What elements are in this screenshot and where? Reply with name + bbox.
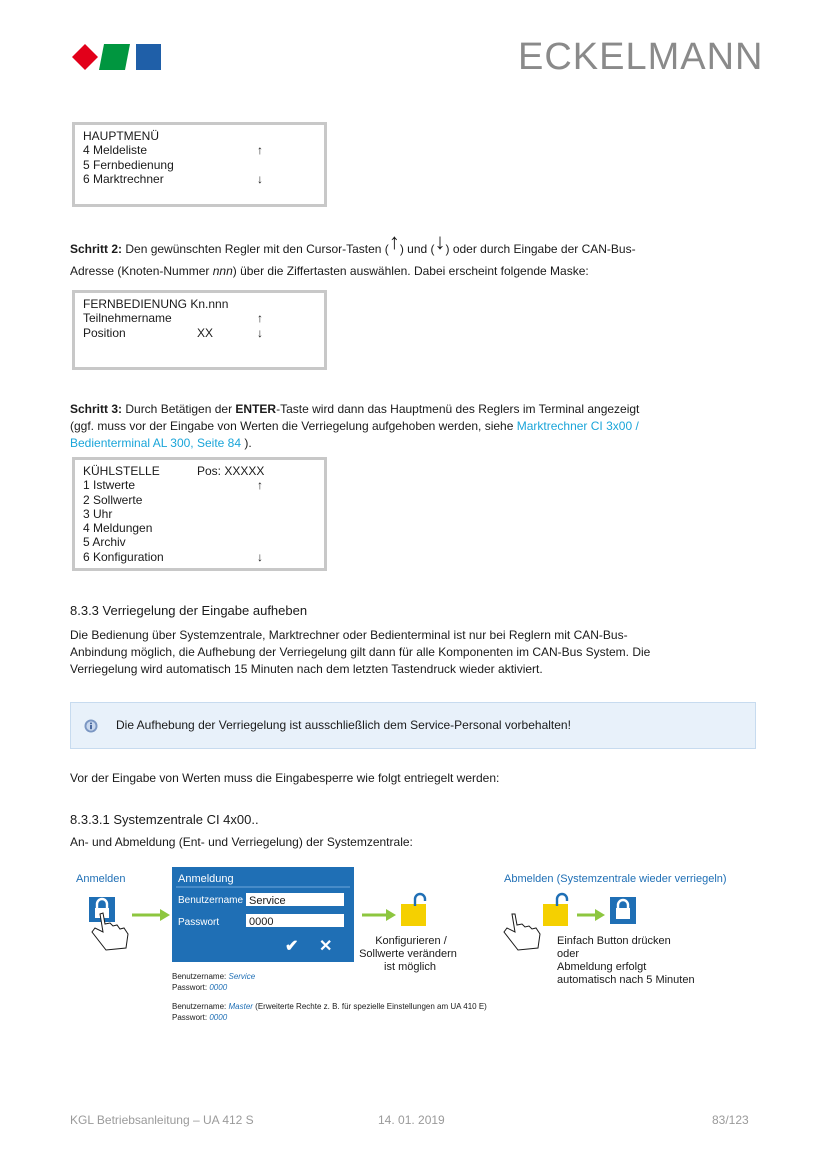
link-marktrechner[interactable]: Marktrechner CI 3x00 /	[516, 419, 639, 433]
username-label: Benutzername	[178, 895, 244, 906]
step2-text: ) oder durch Eingabe der CAN-Bus-	[445, 242, 636, 256]
info-icon	[84, 719, 98, 733]
paragraph-line: Verriegelung wird automatisch 15 Minuten nach dem letzten Tastendruck wieder aktiviert.	[70, 662, 543, 676]
section-heading: 8.3.3 Verriegelung der Eingabe aufheben	[70, 603, 308, 618]
footer-doc-title: KGL Betriebsanleitung – UA 412 S	[70, 1113, 254, 1127]
password-label: Passwort	[178, 917, 220, 928]
abmelden-line: automatisch nach 5 Minuten	[557, 974, 695, 986]
display-line: 2 Sollwerte	[83, 492, 143, 507]
display-line: Position	[83, 325, 126, 340]
link-bedienterminal[interactable]: Bedienterminal AL 300, Seite 84	[70, 436, 242, 450]
abmelden-label: Abmelden (Systemzentrale wieder verriegeln)	[504, 873, 727, 885]
abmelden-line: oder	[557, 948, 580, 960]
step2-emphasis: nnn	[212, 264, 233, 278]
username-value: Service	[249, 895, 286, 907]
arrow-down-icon: ↓	[257, 549, 263, 564]
footer-page-number: 83/123	[712, 1113, 749, 1127]
step2-text: Adresse (Knoten-Nummer	[70, 264, 213, 278]
step3-text: ).	[241, 436, 252, 450]
enter-key-label: ENTER	[235, 402, 277, 416]
arrow-up-icon: ↑	[257, 143, 263, 158]
step2-text: Den gewünschten Regler mit den Cursor-Tasten (	[122, 242, 389, 256]
section-paragraph	[70, 627, 770, 678]
dialog-title: Anmeldung	[178, 873, 234, 885]
login-diagram	[70, 862, 760, 1027]
subsection-heading: 8.3.3.1 Systemzentrale CI 4x00..	[70, 812, 259, 827]
display-line: 6 Konfiguration	[83, 549, 164, 564]
display-line: 4 Meldungen	[83, 521, 153, 536]
display-position: Pos: XXXXX	[197, 464, 265, 478]
cred2-pass: Passwort: 0000	[172, 1013, 228, 1022]
display-line: 1 Istwerte	[83, 478, 136, 493]
display-line: 3 Uhr	[83, 506, 113, 521]
abmelden-line: Einfach Button drücken	[557, 935, 671, 947]
hand-pointer-icon	[504, 914, 540, 950]
step3-text: (ggf. muss vor der Eingabe von Werten die Verriegelung aufgehoben werden, siehe	[70, 419, 517, 433]
instruction-text: Vor der Eingabe von Werten muss die Eingabesperre wie folgt entriegelt werden:	[70, 771, 500, 785]
arrow-up-icon: ↑	[257, 311, 263, 326]
step3-text: -Taste wird dann das Hauptmenü des Reglers im Terminal angezeigt	[276, 402, 640, 416]
step3-text: Durch Betätigen der	[122, 402, 236, 416]
display-line: Teilnehmername	[83, 311, 172, 326]
footer-date: 14. 01. 2019	[378, 1113, 445, 1127]
unlocked-state-icon	[401, 904, 426, 926]
display-hauptmenu	[72, 122, 327, 207]
cred1-user: Benutzername: Service	[172, 972, 256, 981]
step2-text: ) über die Ziffertasten auswählen. Dabei erscheint folgende Maske:	[232, 264, 589, 278]
step3-paragraph	[70, 401, 770, 452]
display-line: 6 Marktrechner	[83, 171, 164, 186]
arrow-up-icon: ↑	[257, 478, 263, 493]
step3-label: Schritt 3:	[70, 402, 123, 416]
note-text: Die Aufhebung der Verriegelung ist ausschließlich dem Service-Personal vorbehalten!	[116, 718, 571, 732]
step2-paragraph	[70, 229, 760, 261]
brand-wordmark: ECKELMANN	[518, 36, 764, 78]
display-line: FERNBEDIENUNG Kn.nnn	[83, 297, 229, 311]
cancel-button[interactable]: ✕	[319, 938, 333, 955]
password-value: 0000	[249, 916, 274, 928]
anmelden-label: Anmelden	[76, 873, 126, 885]
arrow-down-icon: ↓	[257, 171, 263, 186]
display-line: 5 Archiv	[83, 535, 126, 550]
paragraph-line: Die Bedienung über Systemzentrale, Marktrechner oder Bedienterminal ist nur bei Reglern mit CAN-Bus-	[70, 628, 628, 642]
display-line: 5 Fernbedienung	[83, 157, 174, 172]
arrow-down-icon: ↓	[434, 229, 446, 254]
abmelden-line: Abmeldung erfolgt	[557, 961, 647, 973]
eckelmann-logo-icon	[70, 40, 165, 74]
position-value: XX	[197, 325, 214, 340]
cred1-pass: Passwort: 0000	[172, 983, 228, 992]
step2-line2	[70, 263, 589, 280]
step2-label: Schritt 2:	[70, 242, 123, 256]
cred2-user: Benutzername: Master (Erweiterte Rechte z. B. für spezielle Einstellungen am UA 410 E)	[172, 1002, 487, 1011]
arrow-up-icon: ↑	[388, 229, 400, 254]
paragraph-line: Anbindung möglich, die Aufhebung der Verriegelung gilt dann für alle Komponenten im CAN-Bus System. Die	[70, 645, 651, 659]
konfig-line: Konfigurieren /	[375, 935, 447, 947]
confirm-button[interactable]: ✔	[285, 938, 299, 955]
display-fernbedienung	[72, 290, 327, 370]
info-note	[70, 702, 756, 749]
display-line: KÜHLSTELLE	[83, 464, 160, 478]
arrow-down-icon: ↓	[257, 325, 263, 340]
lock-button-icon[interactable]	[543, 904, 568, 926]
display-kuehlstelle	[72, 457, 327, 571]
subsection-intro: An- und Abmeldung (Ent- und Verriegelung) der Systemzentrale:	[70, 835, 413, 849]
step2-text: ) und (	[399, 242, 435, 256]
display-line: 4 Meldeliste	[83, 143, 148, 158]
display-line: HAUPTMENÜ	[83, 129, 160, 143]
konfig-line: Sollwerte verändern	[359, 948, 457, 960]
konfig-line: ist möglich	[384, 961, 436, 973]
